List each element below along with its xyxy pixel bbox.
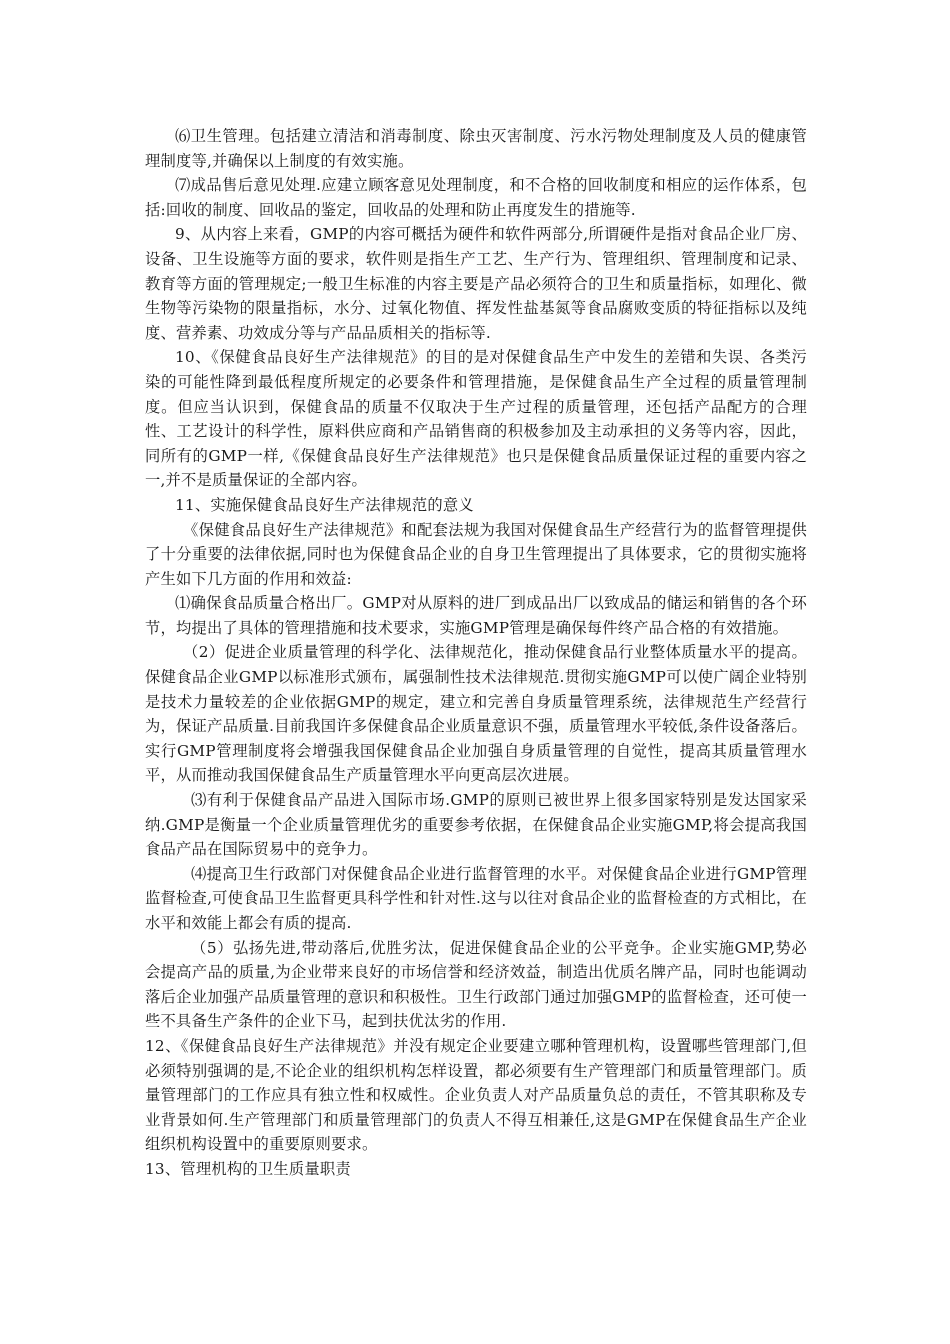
paragraph-11-intro: 《保健食品良好生产法律规范》和配套法规为我国对保健食品生产经营行为的监督管理提供了十分重要的法律依据,同时也为保健食品企业的自身卫生管理提出了具体要求，它的贯彻实施将产生如下几方面的作用和效益: <box>145 520 807 588</box>
paragraph-9: 9、从内容上来看，GMP的内容可概括为硬件和软件两部分,所谓硬件是指对食品企业厂房、设备、卫生设施等方面的要求，软件则是指生产工艺、生产行为、管理组织、管理制度和记录、教育等方面的管理规定;一般卫生标准的内容主要是产品必须符合的卫生和质量指标，如理化、微生物等污染物的限量指标，水分、过氧化物值、挥发性盐基氮等食品腐败变质的特征指标以及纯度、营养素、功效成分等与产品品质相关的指标等. <box>145 225 807 342</box>
paragraph-benefit-5: （5）弘扬先进,带动落后,优胜劣汰，促进保健食品企业的公平竞争。企业实施GMP,势必会提高产品的质量,为企业带来良好的市场信誉和经济效益，制造出优质名牌产品，同时也能调动落后企业加强产品质量管理的意识和积极性。卫生行政部门通过加强GMP的监督检查，还可使一些不具备生产条件的企业下马，起到扶优汰劣的作用. <box>145 938 807 1031</box>
heading-13: 13、管理机构的卫生质量职责 <box>145 1159 351 1178</box>
paragraph-after-sales: ⑺成品售后意见处理.应建立顾客意见处理制度，和不合格的回收制度和相应的运作体系，包括:回收的制度、回收品的鉴定，回收品的处理和防止再度发生的措施等. <box>145 176 807 219</box>
paragraph-12: 12、《保健食品良好生产法律规范》并没有规定企业要建立哪种管理机构，设置哪些管理部门,但必须特别强调的是,不论企业的组织机构怎样设置，都必须要有生产管理部门和质量管理部门。质量管理部门的工作应具有独立性和权威性。企业负责人对产品质量负总的责任，不管其职称及专业背景如何.生产管理部门和质量管理部门的负责人不得互相兼任,这是GMP在保健食品生产企业组织机构设置中的重要原则要求。 <box>145 1036 807 1154</box>
paragraph-benefit-4: ⑷提高卫生行政部门对保健食品企业进行监督管理的水平。对保健食品企业进行GMP管理监督检查,可使食品卫生监督更具科学性和针对性.这与以往对食品企业的监督检查的方式相比，在水平和效能上都会有质的提高. <box>145 864 807 932</box>
heading-11: 11、实施保健食品良好生产法律规范的意义 <box>175 495 474 514</box>
paragraph-benefit-2: （2）促进企业质量管理的科学化、法律规范化，推动保健食品行业整体质量水平的提高。保健食品企业GMP以标准形式颁布，属强制性技术法律规范.贯彻实施GMP可以使广阔企业特别是技术力量较差的企业依据GMP的规定，建立和完善自身质量管理系统，法律规范生产经营行为，保证产品质量.目前我国许多保健食品企业质量意识不强，质量管理水平较低,条件设备落后。实行GMP管理制度将会增强我国保健食品企业加强自身质量管理的自觉性，提高其质量管理水平，从而推动我国保健食品生产质量管理水平向更高层次进展。 <box>145 643 807 785</box>
paragraph-benefit-3: ⑶有利于保健食品产品进入国际市场.GMP的原则已被世界上很多国家特别是发达国家采纳.GMP是衡量一个企业质量管理优劣的重要参考依据，在保健食品企业实施GMP,将会提高我国食品产品在国际贸易中的竞争力。 <box>145 791 807 859</box>
paragraph-benefit-1: ⑴确保食品质量合格出厂。GMP对从原料的进厂到成品出厂以致成品的储运和销售的各个环节，均提出了具体的管理措施和技术要求，实施GMP管理是确保每件终产品合格的有效措施。 <box>145 594 807 637</box>
document-body <box>145 124 807 1182</box>
paragraph-10: 10、《保健食品良好生产法律规范》的目的是对保健食品生产中发生的差错和失误、各类污染的可能性降到最低程度所规定的必要条件和管理措施，是保健食品生产全过程的质量管理制度。但应当认识到，保健食品的质量不仅取决于生产过程的质量管理，还包括产品配方的合理性、工艺设计的科学性，原料供应商和产品销售商的积极参加及主动承担的义务等内容，因此，同所有的GMP一样,《保健食品良好生产法律规范》也只是保健食品质量保证过程的重要内容之一,并不是质量保证的全部内容。 <box>145 348 807 490</box>
paragraph-hygiene-management: ⑹卫生管理。包括建立清洁和消毒制度、除虫灭害制度、污水污物处理制度及人员的健康管理制度等,并确保以上制度的有效实施。 <box>145 127 807 170</box>
